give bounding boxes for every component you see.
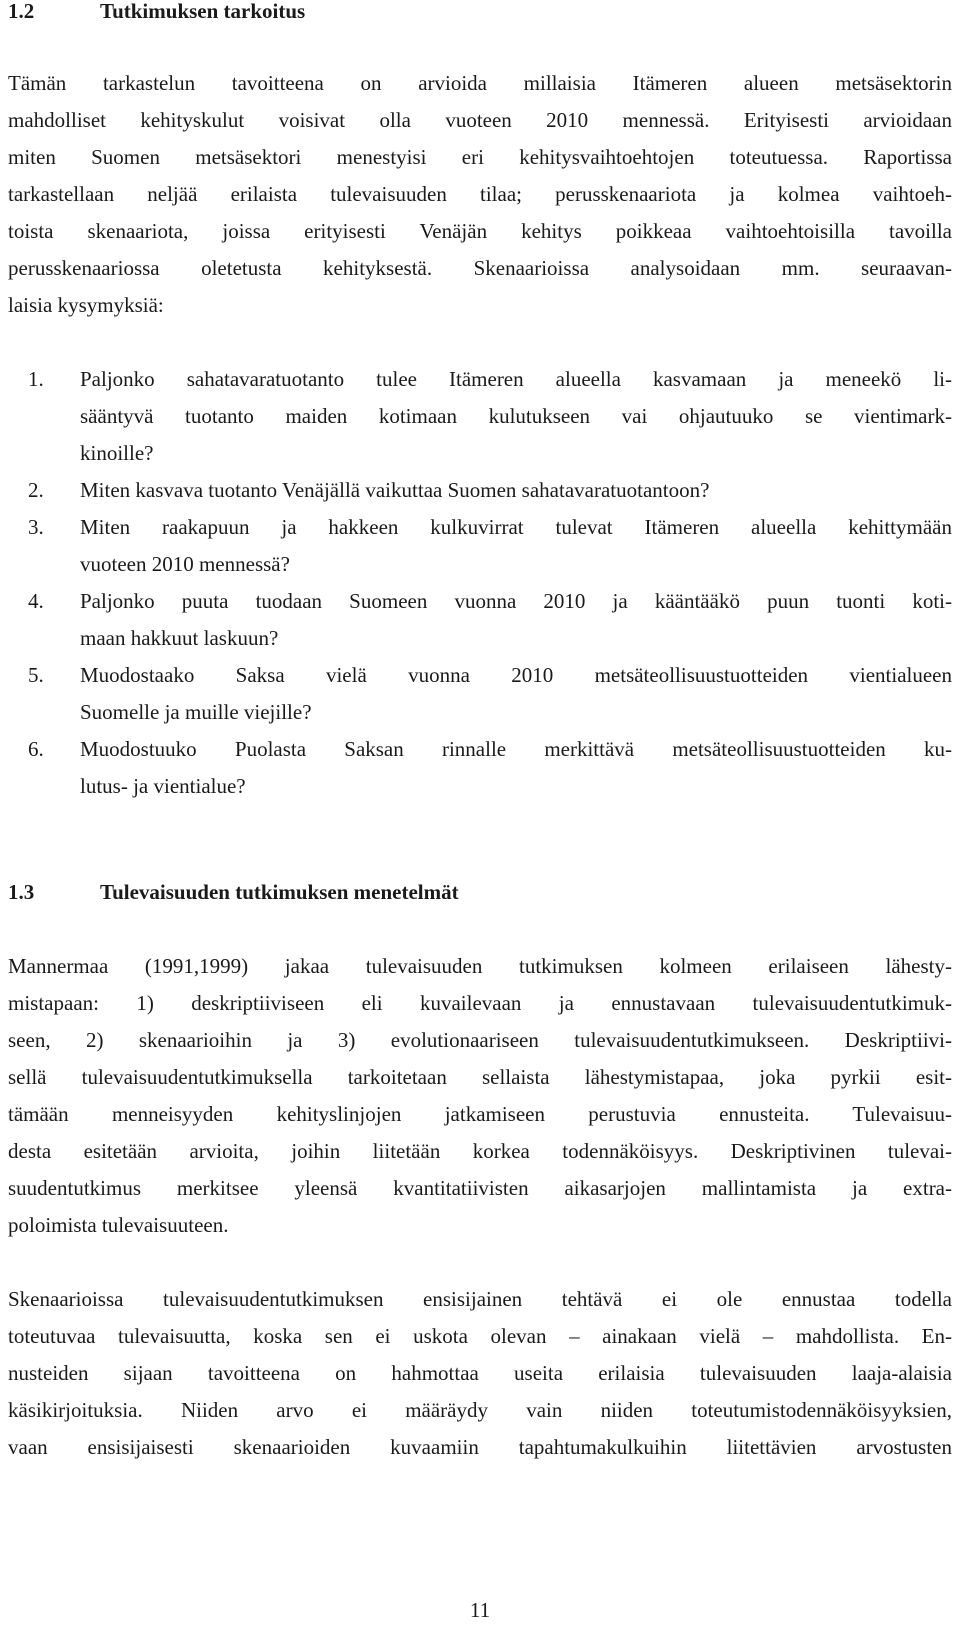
paragraph-line: perusskenaariossa oletetusta kehityksestä. Skenaarioissa analysoidaan mm. seuraavan-	[8, 256, 952, 280]
question-line: Suomelle ja muille viejille?	[80, 700, 312, 724]
paragraph-line: toista skenaariota, joissa erityisesti Venäjän kehitys poikkeaa vaihtoehtoisilla tavoilla	[8, 219, 952, 243]
page-number: 11	[469, 1598, 491, 1622]
question-number: 4.	[28, 589, 44, 613]
paragraph-line: Tämän tarkastelun tavoitteena on arvioida millaisia Itämeren alueen metsäsektorin	[8, 71, 952, 95]
section-heading	[8, 0, 305, 25]
question-line: Paljonko sahatavaratuotanto tulee Itämeren alueella kasvamaan ja meneekö li-	[80, 367, 952, 391]
question-number: 1.	[28, 367, 44, 391]
paragraph-line: desta esitetään arvioita, joihin liitetään korkea todennäköisyys. Deskriptivinen tulevai-	[8, 1139, 952, 1163]
section-number: 1.3	[8, 880, 35, 904]
paragraph-line: vaan ensisijaisesti skenaarioiden kuvaamiin tapahtumakulkuihin liitettävien arvostusten	[8, 1435, 952, 1459]
question-line: lutus- ja vientialue?	[80, 774, 246, 798]
question-line: kinoille?	[80, 441, 154, 465]
question-line: vuoteen 2010 mennessä?	[80, 552, 290, 576]
paragraph-line: tämään menneisyyden kehityslinjojen jatkamiseen perustuvia ennusteita. Tulevaisuu-	[8, 1102, 952, 1126]
question-line: Miten raakapuun ja hakkeen kulkuvirrat tulevat Itämeren alueella kehittymään	[80, 515, 952, 539]
paragraph-line: mahdolliset kehityskulut voisivat olla vuoteen 2010 mennessä. Erityisesti arvioidaan	[8, 108, 952, 132]
paragraph-line: Mannermaa (1991,1999) jakaa tulevaisuuden tutkimuksen kolmeen erilaiseen lähesty-	[8, 954, 952, 978]
question-number: 5.	[28, 663, 44, 687]
paragraph-line: tarkastellaan neljää erilaista tulevaisuuden tilaa; perusskenaariota ja kolmea vaihtoeh-	[8, 182, 952, 206]
paragraph-line: käsikirjoituksia. Niiden arvo ei määräydy vain niiden toteutumistodennäköisyyksien,	[8, 1398, 952, 1422]
question-number: 2.	[28, 478, 44, 502]
paragraph-line: toteutuvaa tulevaisuutta, koska sen ei uskota olevan – ainakaan vielä – mahdollista. En-	[8, 1324, 952, 1348]
paragraph-line: laisia kysymyksiä:	[8, 293, 164, 317]
section-heading	[8, 878, 459, 906]
section-number: 1.2	[8, 0, 35, 23]
question-number: 6.	[28, 737, 44, 761]
paragraph-line: seen, 2) skenaarioihin ja 3) evolutionaariseen tulevaisuudentutkimukseen. Deskriptiivi-	[8, 1028, 952, 1052]
paragraph-line: Skenaarioissa tulevaisuudentutkimuksen ensisijainen tehtävä ei ole ennustaa todella	[8, 1287, 952, 1311]
paragraph-line: sellä tulevaisuudentutkimuksella tarkoitetaan sellaista lähestymistapaa, joka pyrkii esit-	[8, 1065, 952, 1089]
paragraph-line: poloimista tulevaisuuteen.	[8, 1213, 229, 1237]
section-title: Tutkimuksen tarkoitus	[100, 0, 306, 23]
question-line: Paljonko puuta tuodaan Suomeen vuonna 2010 ja kääntääkö puun tuonti koti-	[80, 589, 952, 613]
paragraph-line: nusteiden sijaan tavoitteena on hahmottaa useita erilaisia tulevaisuuden laaja-alaisia	[8, 1361, 952, 1385]
question-line: Muodostuuko Puolasta Saksan rinnalle merkittävä metsäteollisuustuotteiden ku-	[80, 737, 952, 761]
question-line: Muodostaako Saksa vielä vuonna 2010 metsäteollisuustuotteiden vientialueen	[80, 663, 952, 687]
paragraph-line: mistapaan: 1) deskriptiiviseen eli kuvailevaan ja ennustavaan tulevaisuudentutkimuk-	[8, 991, 952, 1015]
question-line: sääntyvä tuotanto maiden kotimaan kulutukseen vai ohjautuuko se vientimark-	[80, 404, 952, 428]
question-line: Miten kasvava tuotanto Venäjällä vaikuttaa Suomen sahatavaratuotantoon?	[80, 478, 710, 502]
question-number: 3.	[28, 515, 44, 539]
section-title: Tulevaisuuden tutkimuksen menetelmät	[100, 880, 459, 904]
question-line: maan hakkuut laskuun?	[80, 626, 279, 650]
paragraph-line: suudentutkimus merkitsee yleensä kvantitatiivisten aikasarjojen mallintamista ja extra-	[8, 1176, 952, 1200]
paragraph-line: miten Suomen metsäsektori menestyisi eri kehitysvaihtoehtojen toteutuessa. Raportissa	[8, 145, 952, 169]
